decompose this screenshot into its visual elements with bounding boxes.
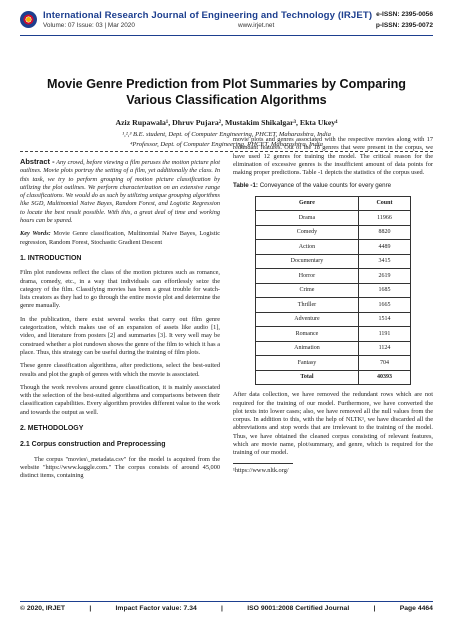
table-row	[256, 356, 411, 371]
table-row	[256, 254, 411, 269]
journal-title: International Research Journal of Engineering and Technology (IRJET)	[43, 10, 373, 21]
corpus-paragraph-2: movie plots and genres associated with the respective movies along with 17 redundant features. Out of the 18 genres that were present in the corpus, we have used 12 genres for training the model. The critical reason for the elimination of excessive genres is the insufficient amount of data points for making proper predictions. Table -1 depicts the statistics of the corpus used.	[233, 136, 433, 177]
table-row	[256, 312, 411, 327]
table-header-count: Count	[358, 196, 410, 211]
intro-paragraph-1: Film plot rundowns reflect the class of the motion pictures such as romance, drama, comedy, etc., in a way that individuals can effortlessly seize the category of the film. Classifying movies has been a great trouble for watch-lists creators as they had to go through the entire movie plot and determine the genre manually.	[20, 269, 220, 310]
table-caption-label: Table -1:	[233, 182, 258, 190]
table-row	[256, 269, 411, 284]
genre-cell: Crime	[256, 283, 359, 298]
footer-separator: |	[221, 605, 223, 612]
total-label-cell: Total	[256, 370, 359, 385]
table-caption-text: Conveyance of the value counts for every genre	[259, 182, 392, 190]
count-cell: 4489	[358, 240, 410, 255]
section-heading-introduction: 1. INTRODUCTION	[20, 254, 82, 262]
subsection-heading-corpus: 2.1 Corpus construction and Preprocessing	[20, 441, 166, 449]
genre-cell: Thriller	[256, 298, 359, 313]
count-cell: 11966	[358, 211, 410, 226]
genre-cell: Fantasy	[256, 356, 359, 371]
genre-cell: Drama	[256, 211, 359, 226]
table-caption	[233, 182, 433, 190]
corpus-paragraph-1: The corpus "movies\_metadata.csv" for the model is acquired from the website "https://www.kaggle.com." The corpus consists of around 45,000 distinct items, containing	[20, 455, 220, 480]
author-affiliation-1: ¹,²,³ B.E. student, Dept. of Computer Engineering, PHCET, Maharashtra, India	[122, 131, 331, 138]
keywords-text: Movie Genre classification, Multinomial Naive Bayes, Logistic regression, Random Forest, Stochastic Gradient Descent	[20, 230, 220, 246]
journal-pissn: p-ISSN: 2395-0072	[375, 22, 433, 29]
footer-separator: |	[89, 605, 92, 612]
count-cell: 1685	[358, 283, 410, 298]
journal-footer	[20, 605, 433, 612]
journal-website-link[interactable]: www.irjet.net	[238, 22, 275, 29]
genre-cell: Animation	[256, 341, 359, 356]
intro-paragraph-3: These genre classification algorithms, after predictions, select the best-suited results and plot the graph of genres with which the movie is associated.	[20, 362, 220, 378]
table-header-genre: Genre	[256, 196, 359, 211]
footer-separator: |	[373, 605, 376, 612]
journal-volume: Volume: 07 Issue: 03 | Mar 2020	[43, 22, 135, 29]
genre-cell: Comedy	[256, 225, 359, 240]
footnote-nltk-link[interactable]: ¹https://www.nltk.org/	[233, 466, 289, 474]
total-count-cell: 40393	[358, 370, 410, 385]
table-row	[256, 341, 411, 356]
count-cell: 1124	[358, 341, 410, 356]
abstract-paragraph	[20, 158, 220, 225]
table-row	[256, 211, 411, 226]
paper-title: Movie Genre Prediction from Plot Summaries by Comparing Various Classification Algorithms	[47, 77, 406, 107]
genre-count-table	[255, 196, 411, 386]
keywords-paragraph	[20, 230, 220, 247]
table-row	[256, 240, 411, 255]
footer-iso-certification: ISO 9001:2008 Certified Journal	[247, 605, 350, 612]
count-cell: 3415	[358, 254, 410, 269]
irjet-logo-icon	[20, 11, 37, 28]
abstract-label: Abstract -	[20, 157, 55, 166]
count-cell: 8820	[358, 225, 410, 240]
count-cell: 2619	[358, 269, 410, 284]
table-row	[256, 298, 411, 313]
author-affiliation-2: ⁴Professor, Dept. of Computer Engineering, PHCET, Maharashtra, India	[130, 141, 323, 148]
genre-cell: Horror	[256, 269, 359, 284]
intro-paragraph-2: In the publication, there exist several works that carry out film genre categorization, which makes use of an expansion of assets like audio [1], video, and literature from posters [2] and summaries [3]. It very well may be construed whether a plot rundown shows the genre of the film to which it has a place. Thus, this strategy can be useful during the training of film plots.	[20, 315, 220, 356]
intro-paragraph-4: Though the work revolves around genre classification, it is mainly associated with the selection of the best-suited algorithms and comparisons between their classification capabilities. Every algorithm provides different value to the work and towards the output as well.	[20, 383, 220, 416]
count-cell: 1191	[358, 327, 410, 342]
table-row	[256, 327, 411, 342]
genre-cell: Action	[256, 240, 359, 255]
footnote-divider	[233, 463, 293, 464]
table-row	[256, 225, 411, 240]
genre-cell: Romance	[256, 327, 359, 342]
table-header-row	[256, 196, 411, 211]
count-cell: 1665	[358, 298, 410, 313]
genre-cell: Documentary	[256, 254, 359, 269]
count-cell: 704	[358, 356, 410, 371]
preprocessing-paragraph: After data collection, we have removed the redundant rows which are not required for the training of our model. Furthermore, we have converted the plot texts into lower cases; also, we have removed all the null values from the corpus. In addition to this, with the help of NLTK¹, we have discarded all the abbreviations and stop words that are irrelevant to the training of the model. Thus, we have obtained the cleaned corpus consisting of relevant features, which are movie name, plot/summary, and genre, which is required for the training of our model.	[233, 391, 433, 457]
table-row	[256, 283, 411, 298]
journal-header	[20, 9, 433, 33]
header-divider	[20, 35, 433, 36]
abstract-text: Any crowd, before viewing a film peruses the motion picture plot outlines. Movie plots portray the setting of a film, yet additionally the class. In this task, we try to perform grouping of motion picture classification by utilizing the plot outlines. We perform characterization on an extensive range of classifications. We would do as such by utilizing unique grouping algorithms like SGD, Multinomial Naive Bayes, Random Forest, and Logistic Regression to locate the best result possible. With this, a great deal of time and working hours can be spared.	[20, 159, 220, 225]
section-heading-methodology: 2. METHODOLOGY	[20, 425, 84, 433]
genre-cell: Adventure	[256, 312, 359, 327]
right-column	[233, 136, 433, 480]
paper-authors: Aziz Rupawala¹, Dhruv Pujara², Mustakim Shikalgar³, Ekta Ukey⁴	[115, 118, 338, 127]
table-total-row	[256, 370, 411, 385]
keywords-label: Key Words:	[20, 230, 51, 238]
footer-copyright: © 2020, IRJET	[20, 605, 66, 612]
footer-divider	[20, 601, 433, 602]
left-column	[20, 158, 220, 486]
footer-page-number: Page 4464	[399, 605, 433, 612]
footer-impact-factor: Impact Factor value: 7.34	[115, 605, 197, 612]
count-cell: 1514	[358, 312, 410, 327]
journal-eissn: e-ISSN: 2395-0056	[376, 11, 433, 18]
